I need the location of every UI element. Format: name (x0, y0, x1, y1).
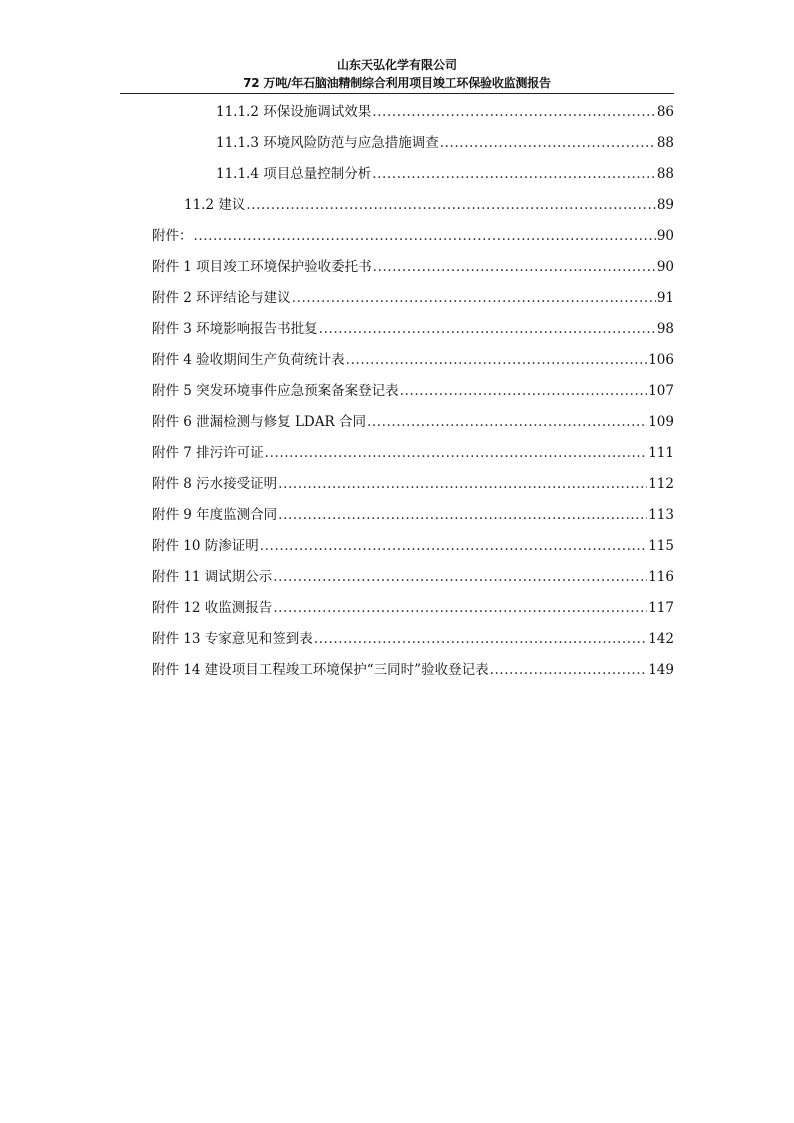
company-name: 山东天弘化学有限公司 (336, 58, 457, 72)
toc-entry-page-number: 113 (648, 507, 674, 523)
toc-entry[interactable] (152, 407, 674, 438)
toc-dot-leader (372, 159, 656, 190)
toc-entry[interactable] (152, 562, 674, 593)
toc-entry-page-number: 86 (656, 104, 674, 120)
toc-dot-leader (260, 531, 647, 562)
toc-entry[interactable] (152, 438, 674, 469)
toc-entry-label: 附件 11 调试期公示 (152, 569, 273, 585)
toc-entry-label: 附件 1 项目竣工环境保护验收委托书 (152, 259, 372, 275)
toc-entry-label: 11.2 建议 (184, 197, 246, 213)
toc-entry[interactable] (152, 345, 674, 376)
toc-entry[interactable] (152, 252, 674, 283)
toc-entry-page-number: 90 (656, 259, 674, 275)
toc-entry-label: 附件 5 突发环境事件应急预案备案登记表 (152, 383, 399, 399)
toc-entry[interactable] (216, 128, 674, 159)
toc-entry-label: 附件 6 泄漏检测与修复 LDAR 合同 (152, 414, 366, 430)
toc-entry-label: 附件 10 防渗证明 (152, 538, 259, 554)
toc-dot-leader (273, 562, 647, 593)
toc-entry[interactable] (152, 655, 674, 686)
toc-entry[interactable] (152, 624, 674, 655)
toc-entry-label: 11.1.2 环保设施调试效果 (216, 104, 372, 120)
toc-dot-leader (265, 438, 648, 469)
toc-entry[interactable] (152, 221, 674, 252)
toc-entry[interactable] (216, 159, 674, 190)
toc-dot-leader (400, 376, 648, 407)
toc-dot-leader (372, 97, 656, 128)
toc-entry-page-number: 117 (648, 600, 674, 616)
toc-dot-leader (319, 314, 656, 345)
toc-entry-page-number: 88 (656, 135, 674, 151)
toc-dot-leader (194, 221, 656, 252)
toc-entry-page-number: 111 (648, 445, 674, 461)
toc-entry-label: 附件： (152, 228, 193, 244)
toc-entry[interactable] (152, 531, 674, 562)
toc-entry-page-number: 98 (656, 321, 674, 337)
toc-entry-page-number: 115 (648, 538, 674, 554)
toc-entry-label: 附件 4 验收期间生产负荷统计表 (152, 352, 345, 368)
toc-dot-leader (314, 624, 647, 655)
toc-dot-leader (246, 190, 655, 221)
toc-entry[interactable] (216, 97, 674, 128)
toc-dot-leader (490, 655, 648, 686)
toc-dot-leader (278, 469, 647, 500)
toc-entry[interactable] (152, 593, 674, 624)
toc-entry-page-number: 91 (656, 290, 674, 306)
toc-entry-label: 附件 3 环境影响报告书批复 (152, 321, 318, 337)
toc-dot-leader (273, 593, 647, 624)
toc-entry-page-number: 88 (656, 166, 674, 182)
page-header (120, 56, 674, 92)
header-divider (120, 93, 674, 94)
toc-entry-label: 附件 9 年度监测合同 (152, 507, 278, 523)
toc-entry[interactable] (152, 469, 674, 500)
toc-entry-label: 附件 8 污水接受证明 (152, 476, 278, 492)
toc-entry-page-number: 112 (648, 476, 674, 492)
toc-entry-page-number: 142 (648, 631, 674, 647)
toc-dot-leader (292, 283, 656, 314)
toc-entry-page-number: 107 (648, 383, 674, 399)
toc-entry-page-number: 109 (648, 414, 674, 430)
toc-entry-label: 附件 7 排污许可证 (152, 445, 264, 461)
toc-dot-leader (440, 128, 656, 159)
toc-entry-label: 11.1.4 项目总量控制分析 (216, 166, 372, 182)
toc-entry[interactable] (152, 314, 674, 345)
toc-dot-leader (367, 407, 647, 438)
toc-entry-page-number: 106 (648, 352, 674, 368)
toc-entry-label: 附件 12 收监测报告 (152, 600, 273, 616)
toc-entry-label: 附件 13 专家意见和签到表 (152, 631, 313, 647)
toc-entry-label: 附件 2 环评结论与建议 (152, 290, 291, 306)
toc-entry-page-number: 149 (648, 662, 674, 678)
toc-entry-page-number: 90 (656, 228, 674, 244)
toc-entry[interactable] (152, 283, 674, 314)
toc-entry-page-number: 89 (656, 197, 674, 213)
toc-entry-label: 11.1.3 环境风险防范与应急措施调查 (216, 135, 439, 151)
toc-entry-page-number: 116 (648, 569, 674, 585)
toc-entry[interactable] (152, 500, 674, 531)
toc-dot-leader (346, 345, 648, 376)
toc-dot-leader (278, 500, 647, 531)
toc-entry[interactable] (184, 190, 674, 221)
toc-dot-leader (373, 252, 656, 283)
toc-entry[interactable] (152, 376, 674, 407)
toc-entry-label: 附件 14 建设项目工程竣工环境保护“三同时”验收登记表 (152, 662, 489, 678)
report-title: 72 万吨/年石脑油精制综合利用项目竣工环保验收监测报告 (243, 76, 551, 90)
